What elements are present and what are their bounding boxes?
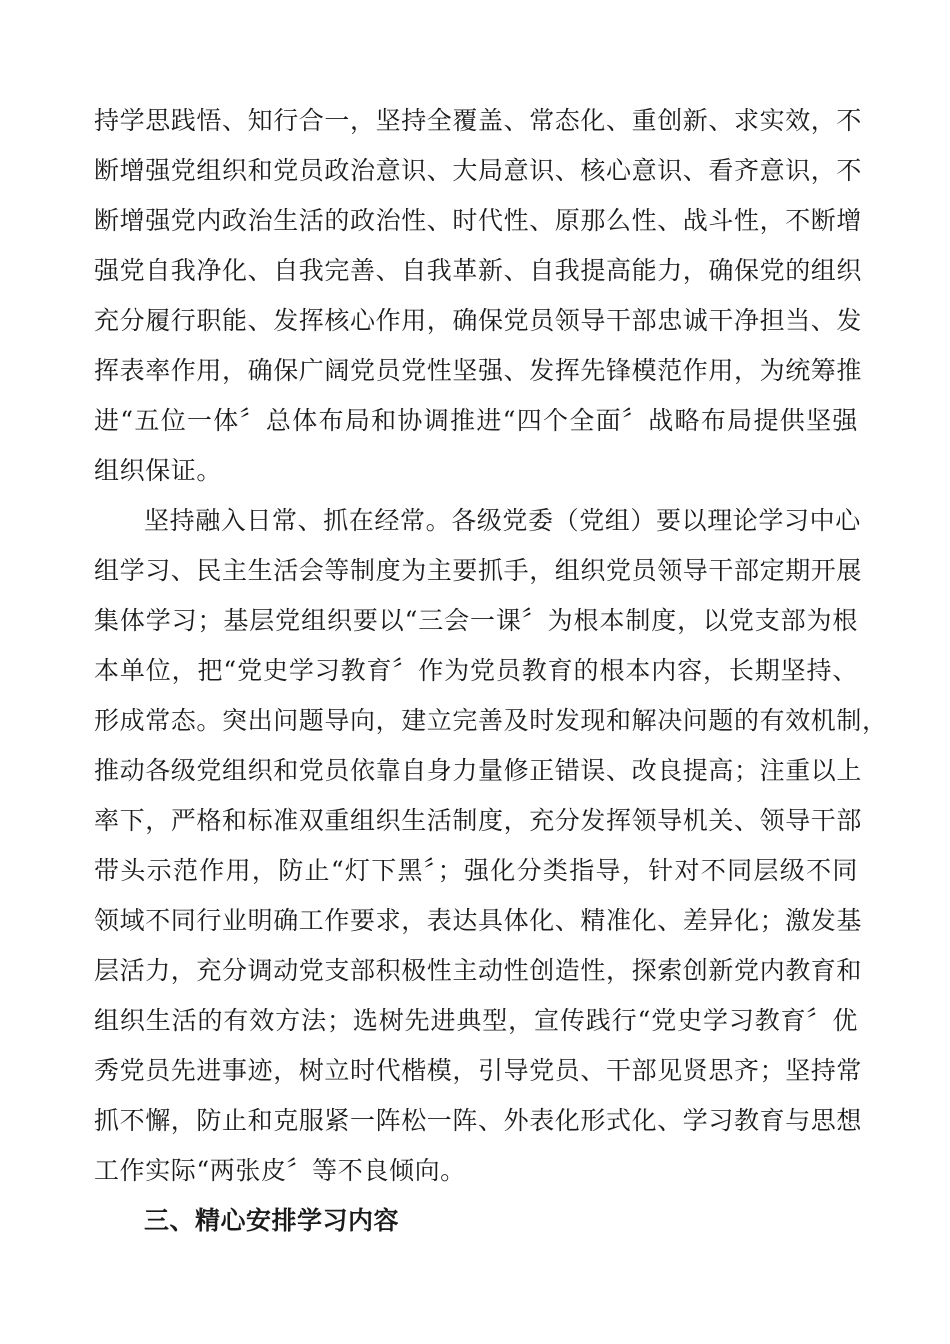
paragraph-line: 组学习、民主生活会等制度为主要抓手，组织党员领导干部定期开展 [94, 556, 863, 585]
paragraph-line: 进“五位一体〞总体布局和协调推进“四个全面〞战略布局提供坚强 [94, 406, 858, 435]
paragraph-line: 形成常态。突出问题导向，建立完善及时发现和解决问题的有效机制， [94, 706, 888, 735]
paragraph-line: 工作实际“两张皮〞等不良倾向。 [94, 1156, 466, 1185]
paragraph-line: 层活力，充分调动党支部积极性主动性创造性，探索创新党内教育和 [94, 956, 863, 985]
paragraph-line: 充分履行职能、发挥核心作用，确保党员领导干部忠诚干净担当、发 [94, 306, 863, 335]
paragraph-line: 率下，严格和标准双重组织生活制度，充分发挥领导机关、领导干部 [94, 806, 863, 835]
paragraph-line: 持学思践悟、知行合一，坚持全覆盖、常态化、重创新、求实效，不 [94, 106, 863, 135]
section-heading: 三、精心安排学习内容 [144, 1206, 400, 1235]
paragraph-line: 坚持融入日常、抓在经常。各级党委（党组）要以理论学习中心 [144, 506, 861, 535]
paragraph-line: 抓不懈，防止和克服紧一阵松一阵、外表化形式化、学习教育与思想 [94, 1106, 863, 1135]
paragraph-line: 推动各级党组织和党员依靠自身力量修正错误、改良提高；注重以上 [94, 756, 863, 785]
paragraph-line: 领域不同行业明确工作要求，表达具体化、精准化、差异化；激发基 [94, 906, 863, 935]
paragraph-line: 带头示范作用，防止“灯下黑〞；强化分类指导，针对不同层级不同 [94, 856, 858, 885]
paragraph-line: 本单位，把“党史学习教育〞作为党员教育的根本内容，长期坚持、 [94, 656, 858, 685]
paragraph-line: 组织生活的有效方法；选树先进典型，宣传践行“党史学习教育〞优 [94, 1006, 858, 1035]
paragraph-line: 断增强党组织和党员政治意识、大局意识、核心意识、看齐意识，不 [94, 156, 863, 185]
paragraph-line: 断增强党内政治生活的政治性、时代性、原那么性、战斗性，不断增 [94, 206, 863, 235]
paragraph-line: 集体学习；基层党组织要以“三会一课〞为根本制度，以党支部为根 [94, 606, 858, 635]
paragraph-line: 强党自我净化、自我完善、自我革新、自我提高能力，确保党的组织 [94, 256, 863, 285]
paragraph-line: 秀党员先进事迹，树立时代楷模，引导党员、干部见贤思齐；坚持常 [94, 1056, 863, 1085]
paragraph-line: 挥表率作用，确保广阔党员党性坚强、发挥先锋模范作用，为统筹推 [94, 356, 863, 385]
paragraph-line: 组织保证。 [94, 456, 223, 485]
